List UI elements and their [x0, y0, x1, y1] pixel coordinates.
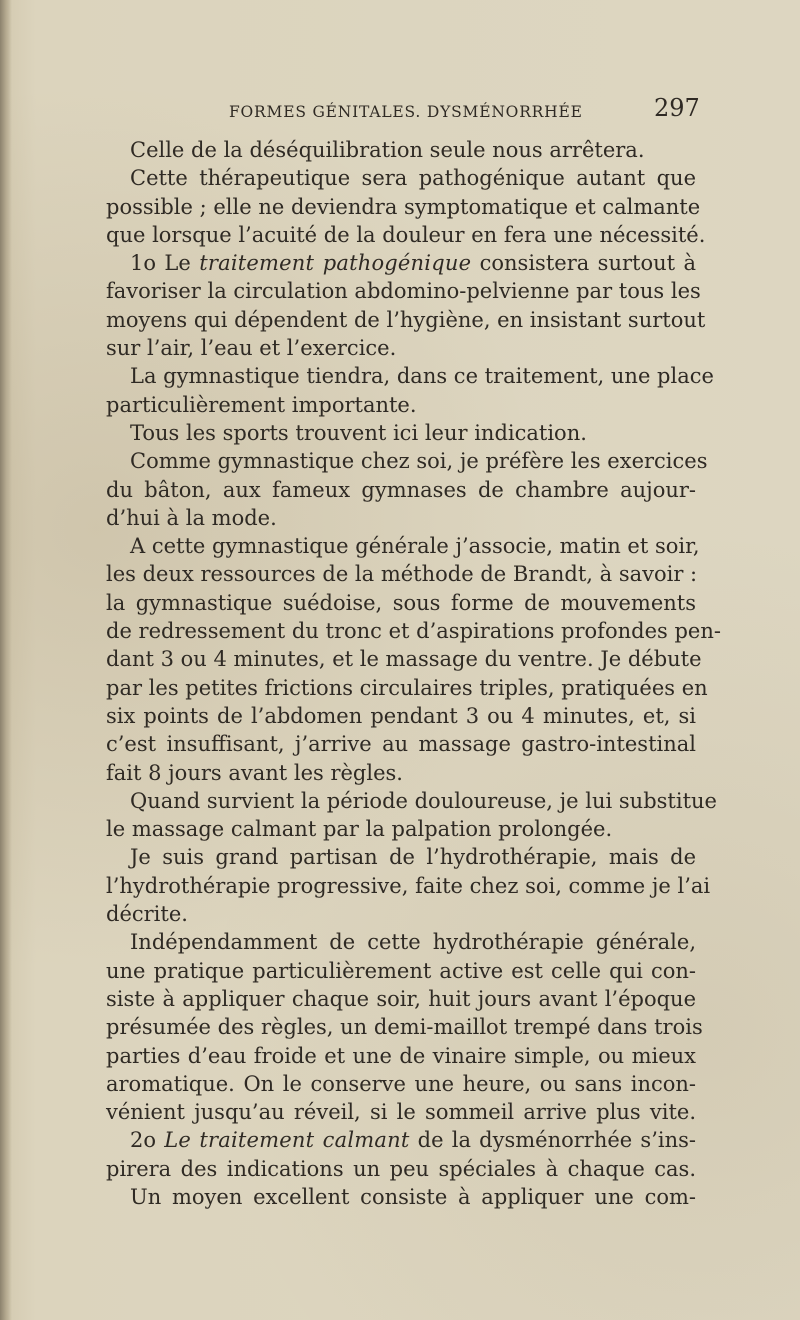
running-head: FORMES GÉNITALES. DYSMÉNORRHÉE	[229, 103, 583, 121]
text-line: Tous les sports trouvent ici leur indication.	[130, 420, 587, 445]
text-line: particulièrement importante.	[106, 392, 417, 417]
page-number: 297	[654, 94, 700, 122]
text-line: six points de l’abdomen pendant 3 ou 4 minutes, et, si	[106, 703, 696, 728]
section-marker: 2o	[130, 1128, 157, 1153]
text-line: Comme gymnastique chez soi, je préfère les exercices	[130, 449, 708, 474]
text-line	[106, 249, 696, 277]
text-line: pirera des indications un peu spéciales à chaque cas.	[106, 1156, 696, 1181]
text-line: d’hui à la mode.	[106, 505, 277, 530]
text-line: une pratique particulièrement active est celle qui con-	[106, 958, 696, 983]
text-line: c’est insuffisant, j’arrive au massage gastro-intestinal	[106, 732, 696, 757]
italic-heading: Le traitement calmant	[164, 1128, 410, 1153]
text-line: décrite.	[106, 902, 188, 927]
text-line: que lorsque l’acuité de la douleur en fera une nécessité.	[106, 222, 706, 247]
text-line: la gymnastique suédoise, sous forme de mouvements	[106, 590, 696, 615]
text-line: par les petites frictions circulaires triples, pratiquées en	[106, 675, 708, 700]
section-marker: 1o Le	[130, 251, 191, 276]
text-line: de redressement du tronc et d’aspirations profondes pen-	[106, 619, 721, 644]
text-line: fait 8 jours avant les règles.	[106, 760, 403, 785]
text-line: favoriser la circulation abdomino-pelvienne par tous les	[106, 279, 701, 304]
text-line: parties d’eau froide et une de vinaire simple, ou mieux	[106, 1043, 696, 1068]
text-line: siste à appliquer chaque soir, huit jours avant l’époque	[106, 986, 696, 1011]
text-line: La gymnastique tiendra, dans ce traitement, une place	[130, 364, 714, 389]
text-fragment: consistera surtout à	[479, 251, 696, 276]
text-line: aromatique. On le conserve une heure, ou sans incon-	[106, 1071, 696, 1096]
text-line: Cette thérapeutique sera pathogénique autant que	[130, 166, 696, 191]
text-line: Indépendamment de cette hydrothérapie générale,	[130, 930, 696, 955]
text-line: Je suis grand partisan de l’hydrothérapie, mais de	[130, 845, 696, 870]
text-line: A cette gymnastique générale j’associe, matin et soir,	[130, 534, 700, 559]
text-line: les deux ressources de la méthode de Brandt, à savoir :	[106, 562, 698, 587]
italic-heading: traitement pathogénique	[199, 251, 472, 276]
text-line: Quand survient la période douloureuse, je lui substitue	[130, 788, 717, 813]
text-line	[106, 1126, 696, 1154]
text-line: sur l’air, l’eau et l’exercice.	[106, 336, 397, 361]
text-line: l’hydrothérapie progressive, faite chez soi, comme je l’ai	[106, 873, 711, 898]
text-line: vénient jusqu’au réveil, si le sommeil arrive plus vite.	[106, 1100, 696, 1125]
page-header	[0, 96, 800, 130]
text-line: dant 3 ou 4 minutes, et le massage du ventre. Je débute	[106, 647, 702, 672]
text-line: du bâton, aux fameux gymnases de chambre aujour-	[106, 477, 696, 502]
text-line: le massage calmant par la palpation prolongée.	[106, 817, 613, 842]
text-line: possible ; elle ne deviendra symptomatique et calmante	[106, 194, 701, 219]
body-text	[106, 136, 721, 1211]
text-line: moyens qui dépendent de l’hygiène, en insistant surtout	[106, 307, 706, 332]
text-line: Un moyen excellent consiste à appliquer une com-	[130, 1184, 696, 1209]
page-binding-edge	[0, 0, 12, 1320]
text-line: Celle de la déséquilibration seule nous arrêtera.	[130, 138, 645, 162]
text-fragment: de la dysménorrhée s’ins-	[417, 1128, 696, 1153]
text-line: présumée des règles, un demi-maillot trempé dans trois	[106, 1015, 703, 1040]
